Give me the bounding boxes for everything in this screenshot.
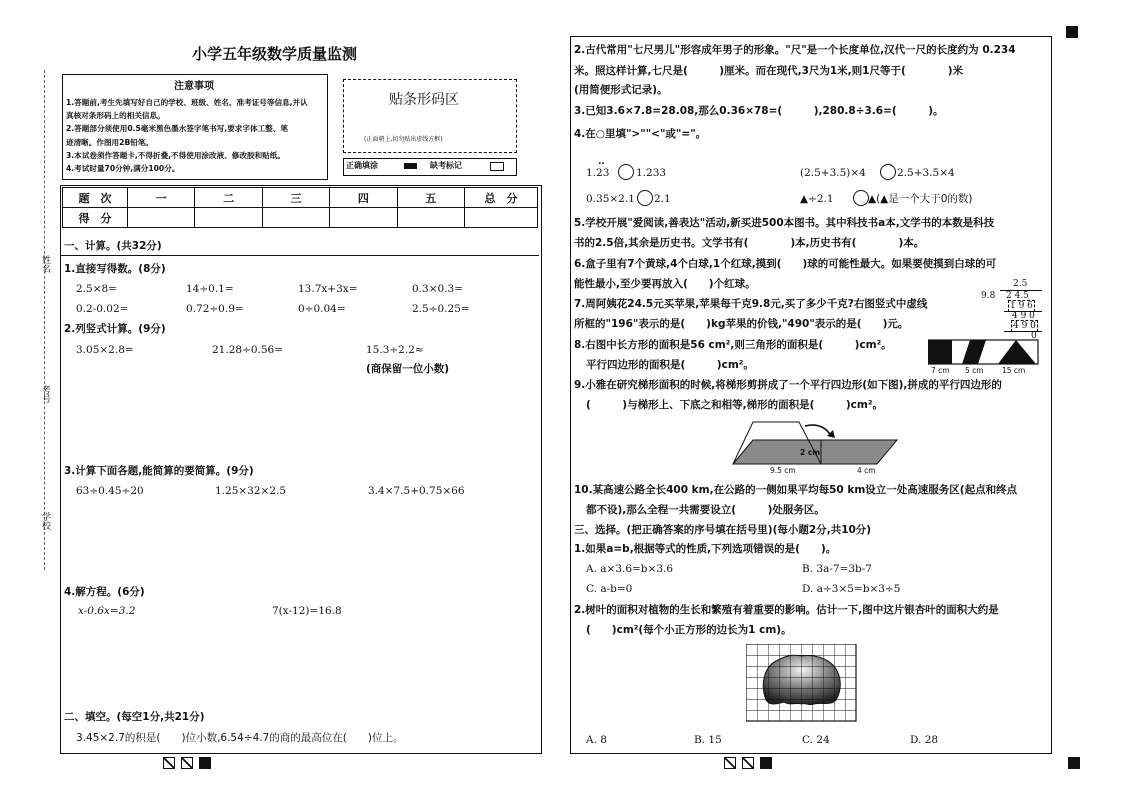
q8-label: 7 cm xyxy=(931,366,950,375)
fill-q2-line3: (用简便形式记录)。 xyxy=(574,84,668,96)
fill-q4: 4.在○里填">""<"或"="。 xyxy=(574,128,707,140)
score-header-item: 题 次 xyxy=(63,188,128,208)
unit-grid xyxy=(746,644,856,721)
correct-fill-label: 正确填涂 xyxy=(346,161,378,170)
corner-marker-top-right xyxy=(1066,26,1078,38)
q1-item: 14÷0.1= xyxy=(186,283,234,295)
fill-q5-line2: 书的2.5倍,其余是历史书。文学书有( )本,历史书有( )本。 xyxy=(574,237,925,249)
choice-q1: 1.如果a=b,根据等式的性质,下列选项错误的是( )。 xyxy=(574,543,837,555)
choice-option: D. a÷3×5=b×3÷5 xyxy=(802,583,901,595)
score-cell[interactable] xyxy=(128,208,195,228)
footer-hatched-square xyxy=(163,757,175,769)
q4-title: 4.解方程。(6分) xyxy=(64,586,145,598)
division-remainder-1: 4 9 0 xyxy=(1012,311,1035,321)
score-header-1: 一 xyxy=(128,188,195,208)
choice-option: B. 3a-7=3b-7 xyxy=(802,563,872,575)
q9-trapezoid-figure xyxy=(725,418,905,470)
q2-item: 15.3÷2.2≈ xyxy=(366,344,424,356)
fill-q7-line1: 7.周阿姨花24.5元买苹果,苹果每千克9.8元,买了多少千克?右图竖式中虚线 xyxy=(574,298,928,310)
leaf-grid-figure xyxy=(746,644,858,724)
notice-line: 3.本试卷须作答题卡,不得折叠,不得使用涂改液、修改胶和贴纸。 xyxy=(66,150,285,160)
compare-value: ▲(▲是一个大于0的数) xyxy=(868,193,973,205)
score-cell[interactable] xyxy=(262,208,329,228)
division-remainder-2: 0 xyxy=(1031,331,1037,341)
compare-value: 0.35×2.1 xyxy=(586,193,635,205)
fill-q6-line2: 能性最小,至少要再放入( )个红球。 xyxy=(574,278,756,290)
compare-value: (2.5+3.5)×4 xyxy=(800,167,866,179)
barcode-label: 贴条形码区 xyxy=(389,92,459,108)
score-cell[interactable] xyxy=(465,208,538,228)
score-cell[interactable] xyxy=(195,208,262,228)
binding-line xyxy=(44,70,45,570)
compare-value: 2.5+3.5×4 xyxy=(897,167,955,179)
notice-line: 1.答题前,考生先填写好自己的学校、班级、姓名、准考证号等信息,并认 xyxy=(66,98,308,107)
q1-item: 2.5×8= xyxy=(76,283,117,295)
side-label-id: 考号 xyxy=(40,385,50,403)
division-product-2: 4 9 0 xyxy=(1013,321,1036,331)
q9-label-base: 9.5 cm xyxy=(770,466,796,475)
score-header-2: 二 xyxy=(195,188,262,208)
corner-marker-bottom-right xyxy=(1068,757,1080,769)
q9-label-height: 2 cm xyxy=(800,448,821,457)
choice-option: A. a×3.6=b×3.6 xyxy=(586,563,674,575)
notice-line: 真核对条形码上的相关信息。 xyxy=(66,111,165,121)
compare-value: 1.233 xyxy=(636,167,667,179)
choice-option: C. a-b=0 xyxy=(586,583,633,595)
q9-arrow xyxy=(805,425,831,436)
division-dividend: 2 4.5 xyxy=(1006,291,1029,301)
q8-triangle xyxy=(998,340,1036,364)
correct-fill-mark xyxy=(404,163,417,169)
fill-q2-line1: 2.古代常用"七尺男儿"形容成年男子的形象。"尺"是一个长度单位,汉代一尺的长度约为 0.234 xyxy=(574,44,1016,56)
footer-black-square xyxy=(199,757,211,769)
q9-label-extension: 4 cm xyxy=(857,466,876,475)
q2-note: (商保留一位小数) xyxy=(366,363,450,375)
q1-item: 0.3×0.3= xyxy=(412,283,463,295)
footer-hatched-square xyxy=(742,757,754,769)
q1-item: 13.7x+3x= xyxy=(298,283,358,295)
compare-circle[interactable] xyxy=(853,190,869,206)
q1-item: 0.2-0.02= xyxy=(76,303,129,315)
footer-hatched-square xyxy=(181,757,193,769)
barcode-note: (正面朝上,切勿贴出虚线方框) xyxy=(364,136,443,143)
q4-item: 7(x-12)=16.8 xyxy=(272,605,342,617)
fill-q9-line1: 9.小雅在研究梯形面积的时候,将梯形剪拼成了一个平行四边形(如下图),拼成的平行四边形的 xyxy=(574,379,1002,391)
q8-label: 15 cm xyxy=(1002,366,1026,375)
side-label-name: 姓名 xyxy=(40,255,50,273)
compare-circle[interactable] xyxy=(880,164,896,180)
q2-item: 21.28÷0.56= xyxy=(212,344,284,356)
q3-title: 3.计算下面各题,能简算的要简算。(9分) xyxy=(64,465,254,477)
q1-title: 1.直接写得数。(8分) xyxy=(64,263,166,275)
fill-q8-line2: 平行四边形的面积是( )cm²。 xyxy=(586,359,754,371)
fill-q8-line1: 8.右图中长方形的面积是56 cm²,则三角形的面积是( )cm²。 xyxy=(574,339,892,351)
q8-parallelogram xyxy=(962,340,986,364)
choice-option: D. 28 xyxy=(910,734,939,746)
absent-mark-box[interactable] xyxy=(490,162,504,171)
fill-q10-line2: 都不设),那么全程一共需要设立( )处服务区。 xyxy=(586,504,825,516)
division-product-1: 1 9 6 xyxy=(1010,301,1033,311)
section-1-heading: 一、计算。(共32分) xyxy=(64,240,162,252)
q1-item: 0.72÷0.9= xyxy=(186,303,244,315)
score-cell[interactable] xyxy=(330,208,397,228)
fill-q1: 3.45×2.7的积是( )位小数,6.54÷4.7的商的最高位在( )位上。 xyxy=(76,732,404,744)
q8-shaded-block xyxy=(928,340,952,364)
footer-black-square xyxy=(760,757,772,769)
division-divisor: 9.8 xyxy=(981,291,996,301)
fill-q6-line1: 6.盒子里有7个黄球,4个白球,1个红球,摸到( )球的可能性最大。如果要使摸到白球的可 xyxy=(574,258,997,270)
notice-lines xyxy=(66,96,308,175)
repeating-dots: .. xyxy=(598,157,605,167)
choice-option: B. 15 xyxy=(694,734,722,746)
fill-q10-line1: 10.某高速公路全长400 km,在公路的一侧如果平均每50 km设立一处高速服务区(起点和终点 xyxy=(574,484,1018,496)
fill-q9-line2: ( )与梯形上、下底之和相等,梯形的面积是( )cm²。 xyxy=(586,399,883,411)
fill-q2-line2: 米。照这样计算,七尺是( )厘米。而在现代,3尺为1米,则1尺等于( )米 xyxy=(574,65,964,77)
compare-left-1 xyxy=(586,166,609,180)
compare-value: 2.1 xyxy=(654,193,671,205)
footer-hatched-square xyxy=(724,757,736,769)
absent-mark-label: 缺考标记 xyxy=(430,161,462,170)
compare-value: 1.23 xyxy=(586,167,610,179)
q1-item: 2.5÷0.25= xyxy=(412,303,470,315)
score-table xyxy=(62,187,538,228)
division-quotient: 2.5 xyxy=(1013,279,1028,289)
score-header-5: 五 xyxy=(397,188,464,208)
side-label-school: 学校 xyxy=(40,512,50,530)
compare-value: ▲÷2.1 xyxy=(800,193,834,205)
score-row-label: 得 分 xyxy=(63,208,128,228)
page-title: 小学五年级数学质量监测 xyxy=(192,45,358,63)
q3-item: 3.4×7.5+0.75×66 xyxy=(368,485,465,497)
choice-option: A. 8 xyxy=(586,734,607,746)
q3-item: 63÷0.45÷20 xyxy=(76,485,144,497)
q3-item: 1.25×32×2.5 xyxy=(215,485,287,497)
fill-q3: 3.已知3.6×7.8=28.08,那么0.36×78=( ),280.8÷3.6=( )。 xyxy=(574,105,944,117)
q2-title: 2.列竖式计算。(9分) xyxy=(64,323,166,335)
notice-heading: 注意事项 xyxy=(174,81,214,92)
choice-q2-line1: 2.树叶的面积对植物的生长和繁殖有着重要的影响。估计一下,图中这片银杏叶的面积大约是 xyxy=(574,604,999,616)
compare-circle[interactable] xyxy=(637,190,653,206)
q4-item: x-0.6x=3.2 xyxy=(78,605,136,617)
choice-q2-line2: ( )cm²(每个小正方形的边长为1 cm)。 xyxy=(586,624,792,636)
score-header-total: 总 分 xyxy=(465,188,538,208)
notice-line: 迹清晰。作图用2B铅笔。 xyxy=(66,137,154,147)
fill-q7-line2: 所框的"196"表示的是( )kg苹果的价钱,"490"表示的是( )元。 xyxy=(574,318,909,330)
q8-label: 5 cm xyxy=(965,366,984,375)
section-3-heading: 三、选择。(把正确答案的序号填在括号里)(每小题2分,共10分) xyxy=(574,524,872,536)
score-header-4: 四 xyxy=(330,188,397,208)
section-2-heading: 二、填空。(每空1分,共21分) xyxy=(64,711,205,723)
fill-q5-line1: 5.学校开展"爱阅读,善表达"活动,新买进500本图书。其中科技书a本,文学书的本数是科技 xyxy=(574,217,995,229)
section-divider xyxy=(61,255,539,256)
notice-line: 4.考试时量70分钟,满分100分。 xyxy=(66,164,180,174)
notice-line: 2.答题部分须使用0.5毫米黑色墨水签字笔书写,要求字体工整、笔 xyxy=(66,124,288,134)
q1-item: 0÷0.04= xyxy=(298,303,346,315)
score-header-3: 三 xyxy=(262,188,329,208)
choice-option: C. 24 xyxy=(802,734,830,746)
q2-item: 3.05×2.8= xyxy=(76,344,134,356)
score-cell[interactable] xyxy=(397,208,464,228)
compare-circle[interactable] xyxy=(618,164,634,180)
